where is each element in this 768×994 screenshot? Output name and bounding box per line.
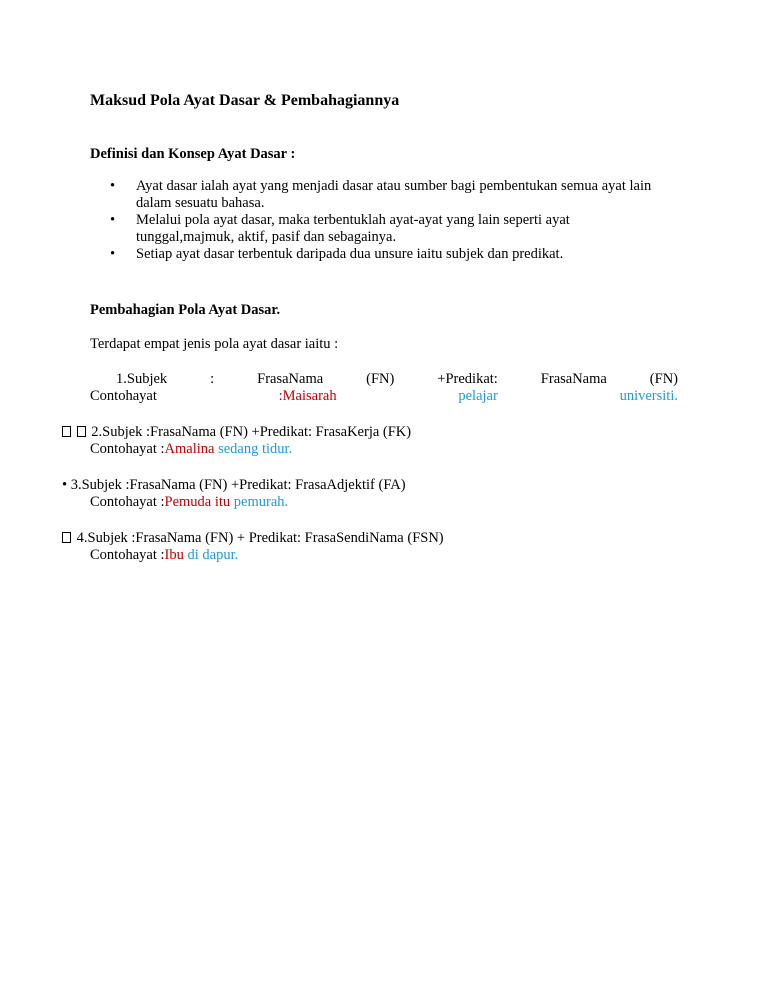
- document-title: Maksud Pola Ayat Dasar & Pembahagiannya: [90, 92, 400, 109]
- pattern-4-line: [62, 530, 444, 547]
- pattern-1-subject-phrase: FrasaNama: [257, 371, 324, 387]
- example-predicate: pemurah.: [233, 494, 289, 510]
- definition-list: [90, 178, 690, 263]
- example-subject: Pemuda itu: [164, 494, 231, 510]
- example-subject: Amalina: [164, 441, 215, 457]
- pattern-1-example: [90, 388, 678, 405]
- pattern-1-colon: :: [210, 371, 215, 387]
- bullet-icon: •: [110, 212, 116, 228]
- pattern-4-text: 4.Subjek :FrasaNama (FN) + Predikat: FrasaSendiNama (FSN): [76, 530, 444, 546]
- division-heading: Pembahagian Pola Ayat Dasar.: [90, 302, 281, 318]
- pattern-2-text: 2.Subjek :FrasaNama (FN) +Predikat: FrasaKerja (FK): [91, 424, 412, 440]
- example-subject: Ibu: [164, 547, 184, 563]
- pattern-1-line: [90, 371, 678, 388]
- bullet-icon: •: [62, 477, 68, 493]
- example-label: Contohayat: [90, 388, 157, 404]
- list-item: [90, 178, 690, 212]
- bullet-icon: •: [110, 178, 116, 194]
- pattern-1-subject-label: 1.Subjek: [116, 371, 168, 387]
- pattern-2-example: [90, 441, 292, 458]
- bullet-icon: •: [110, 246, 116, 262]
- pattern-1-predicate-label: +Predikat:: [437, 371, 498, 387]
- missing-glyph-icon: [77, 426, 86, 437]
- example-subject: :Maisarah: [278, 388, 337, 404]
- missing-glyph-icon: [62, 532, 71, 543]
- example-predicate: di dapur.: [187, 547, 239, 563]
- example-predicate: universiti.: [619, 388, 678, 404]
- example-label: Contohayat :: [90, 441, 165, 457]
- list-item-line: dalam sesuatu bahasa.: [136, 195, 265, 211]
- example-label: Contohayat :: [90, 547, 165, 563]
- intro-text: Terdapat empat jenis pola ayat dasar iaitu :: [90, 336, 339, 352]
- pattern-3-line: [62, 477, 406, 494]
- list-item: [90, 212, 690, 246]
- definition-heading: Definisi dan Konsep Ayat Dasar :: [90, 146, 296, 162]
- pattern-1-predicate-abbrev: (FN): [649, 371, 678, 387]
- pattern-3-text: 3.Subjek :FrasaNama (FN) +Predikat: FrasaAdjektif (FA): [70, 477, 406, 493]
- missing-glyph-icon: [62, 426, 71, 437]
- pattern-1-subject-abbrev: (FN): [366, 371, 395, 387]
- example-predicate: sedang tidur.: [218, 441, 293, 457]
- pattern-1-predicate-phrase: FrasaNama: [540, 371, 607, 387]
- example-predicate: pelajar: [458, 388, 498, 404]
- list-item-line: tunggal,majmuk, aktif, pasif dan sebagainya.: [136, 229, 397, 245]
- list-item-line: Setiap ayat dasar terbentuk daripada dua unsure iaitu subjek dan predikat.: [136, 246, 564, 262]
- list-item-line: Melalui pola ayat dasar, maka terbentuklah ayat-ayat yang lain seperti ayat: [136, 212, 570, 228]
- list-item-line: Ayat dasar ialah ayat yang menjadi dasar atau sumber bagi pembentukan semua ayat lain: [136, 178, 652, 194]
- example-label: Contohayat :: [90, 494, 165, 510]
- pattern-3-example: [90, 494, 288, 511]
- pattern-4-example: [90, 547, 238, 564]
- list-item: [90, 246, 690, 263]
- pattern-2-line: [62, 424, 411, 441]
